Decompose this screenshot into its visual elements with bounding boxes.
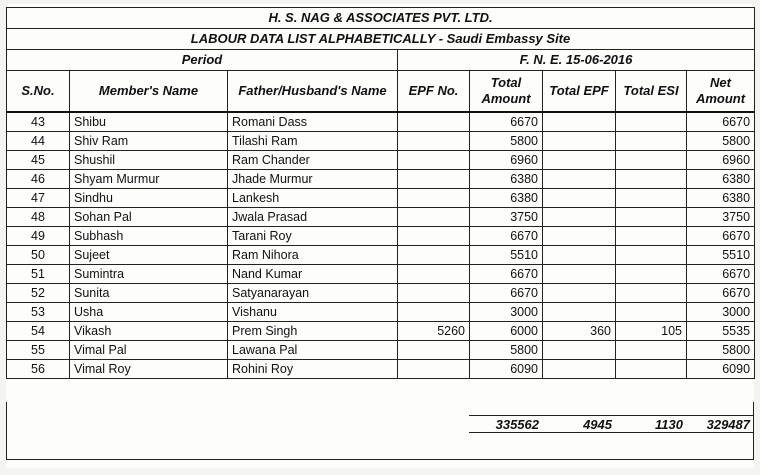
row-sno: 46 xyxy=(7,170,70,189)
total-epf-sum: 4945 xyxy=(543,415,616,433)
row-net-amount: 6670 xyxy=(687,284,755,303)
row-net-amount: 6670 xyxy=(687,227,755,246)
row-epf-no xyxy=(398,341,470,360)
row-member-name: Usha xyxy=(70,303,228,322)
row-father-name: Vishanu xyxy=(228,303,398,322)
row-net-amount: 6090 xyxy=(687,360,755,379)
row-epf-no xyxy=(398,112,470,132)
row-epf-no xyxy=(398,360,470,379)
row-member-name: Vimal Pal xyxy=(70,341,228,360)
col-father-name: Father/Husband's Name xyxy=(228,71,398,113)
row-total-amount: 3000 xyxy=(470,303,543,322)
row-total-esi xyxy=(616,208,687,227)
row-epf-no xyxy=(398,227,470,246)
col-sno: S.No. xyxy=(7,71,70,113)
net-amount-sum: 329487 xyxy=(687,415,754,433)
row-total-esi xyxy=(616,151,687,170)
row-epf-no xyxy=(398,170,470,189)
row-epf-no xyxy=(398,265,470,284)
row-total-epf xyxy=(543,170,616,189)
row-total-amount: 6000 xyxy=(470,322,543,341)
row-total-amount: 5510 xyxy=(470,246,543,265)
company-name: H. S. NAG & ASSOCIATES PVT. LTD. xyxy=(7,8,755,29)
row-total-amount: 6670 xyxy=(470,265,543,284)
row-net-amount: 6670 xyxy=(687,265,755,284)
table-row xyxy=(7,151,755,170)
row-member-name: Shyam Murmur xyxy=(70,170,228,189)
row-net-amount: 5535 xyxy=(687,322,755,341)
row-total-esi xyxy=(616,341,687,360)
row-sno: 47 xyxy=(7,189,70,208)
row-total-epf xyxy=(543,189,616,208)
row-net-amount: 5800 xyxy=(687,341,755,360)
row-father-name: Ram Nihora xyxy=(228,246,398,265)
row-total-amount: 6670 xyxy=(470,284,543,303)
table-row xyxy=(7,246,755,265)
col-total-amount: Total Amount xyxy=(470,71,543,113)
row-sno: 52 xyxy=(7,284,70,303)
table-row xyxy=(7,112,755,132)
row-member-name: Sumintra xyxy=(70,265,228,284)
row-sno: 49 xyxy=(7,227,70,246)
row-total-epf xyxy=(543,284,616,303)
row-total-epf xyxy=(543,151,616,170)
row-epf-no: 5260 xyxy=(398,322,470,341)
row-total-amount: 5800 xyxy=(470,341,543,360)
row-sno: 44 xyxy=(7,132,70,151)
row-total-epf xyxy=(543,208,616,227)
row-sno: 56 xyxy=(7,360,70,379)
row-epf-no xyxy=(398,246,470,265)
row-father-name: Jhade Murmur xyxy=(228,170,398,189)
row-total-amount: 6380 xyxy=(470,189,543,208)
row-total-amount: 6090 xyxy=(470,360,543,379)
row-father-name: Ram Chander xyxy=(228,151,398,170)
table-row xyxy=(7,170,755,189)
row-total-epf xyxy=(543,303,616,322)
row-total-esi xyxy=(616,265,687,284)
row-total-amount: 6670 xyxy=(470,112,543,132)
row-total-epf xyxy=(543,112,616,132)
row-total-amount: 3750 xyxy=(470,208,543,227)
total-amount-sum: 335562 xyxy=(469,415,543,433)
row-total-esi xyxy=(616,132,687,151)
row-total-epf xyxy=(543,341,616,360)
row-father-name: Prem Singh xyxy=(228,322,398,341)
row-member-name: Vimal Roy xyxy=(70,360,228,379)
row-total-amount: 5800 xyxy=(470,132,543,151)
column-header-row xyxy=(7,71,755,113)
row-member-name: Shushil xyxy=(70,151,228,170)
row-father-name: Tarani Roy xyxy=(228,227,398,246)
row-member-name: Sujeet xyxy=(70,246,228,265)
row-member-name: Sohan Pal xyxy=(70,208,228,227)
row-father-name: Rohini Roy xyxy=(228,360,398,379)
row-father-name: Tilashi Ram xyxy=(228,132,398,151)
row-father-name: Jwala Prasad xyxy=(228,208,398,227)
col-total-epf: Total EPF xyxy=(543,71,616,113)
row-epf-no xyxy=(398,303,470,322)
row-epf-no xyxy=(398,151,470,170)
period-label: Period xyxy=(7,50,398,71)
row-father-name: Lankesh xyxy=(228,189,398,208)
table-row xyxy=(7,341,755,360)
row-sno: 43 xyxy=(7,112,70,132)
row-net-amount: 6380 xyxy=(687,170,755,189)
col-member-name: Member's Name xyxy=(70,71,228,113)
row-total-epf xyxy=(543,360,616,379)
col-epf-no: EPF No. xyxy=(398,71,470,113)
col-total-esi: Total ESI xyxy=(616,71,687,113)
row-sno: 50 xyxy=(7,246,70,265)
row-epf-no xyxy=(398,189,470,208)
table-row xyxy=(7,322,755,341)
row-father-name: Romani Dass xyxy=(228,112,398,132)
table-row xyxy=(7,284,755,303)
row-member-name: Sindhu xyxy=(70,189,228,208)
row-member-name: Sunita xyxy=(70,284,228,303)
row-epf-no xyxy=(398,284,470,303)
table-row xyxy=(7,189,755,208)
row-member-name: Shibu xyxy=(70,112,228,132)
row-member-name: Vikash xyxy=(70,322,228,341)
row-total-epf: 360 xyxy=(543,322,616,341)
row-total-esi xyxy=(616,112,687,132)
table-row xyxy=(7,265,755,284)
labour-data-table xyxy=(6,7,755,379)
row-sno: 55 xyxy=(7,341,70,360)
row-total-esi xyxy=(616,246,687,265)
row-sno: 51 xyxy=(7,265,70,284)
row-total-esi xyxy=(616,303,687,322)
table-row xyxy=(7,303,755,322)
table-row xyxy=(7,208,755,227)
row-member-name: Subhash xyxy=(70,227,228,246)
row-total-esi xyxy=(616,360,687,379)
row-member-name: Shiv Ram xyxy=(70,132,228,151)
row-father-name: Satyanarayan xyxy=(228,284,398,303)
row-father-name: Nand Kumar xyxy=(228,265,398,284)
row-sno: 53 xyxy=(7,303,70,322)
row-net-amount: 5510 xyxy=(687,246,755,265)
report-subtitle: LABOUR DATA LIST ALPHABETICALLY - Saudi Embassy Site xyxy=(7,29,755,50)
row-net-amount: 3750 xyxy=(687,208,755,227)
table-row xyxy=(7,360,755,379)
row-epf-no xyxy=(398,208,470,227)
row-net-amount: 3000 xyxy=(687,303,755,322)
row-total-amount: 6960 xyxy=(470,151,543,170)
row-total-esi xyxy=(616,170,687,189)
row-total-esi: 105 xyxy=(616,322,687,341)
row-total-epf xyxy=(543,227,616,246)
row-net-amount: 6960 xyxy=(687,151,755,170)
total-esi-sum: 1130 xyxy=(616,415,687,433)
table-row xyxy=(7,227,755,246)
row-net-amount: 5800 xyxy=(687,132,755,151)
row-total-esi xyxy=(616,227,687,246)
row-total-epf xyxy=(543,265,616,284)
table-row xyxy=(7,132,755,151)
row-sno: 48 xyxy=(7,208,70,227)
row-total-epf xyxy=(543,246,616,265)
row-sno: 54 xyxy=(7,322,70,341)
row-total-esi xyxy=(616,284,687,303)
row-epf-no xyxy=(398,132,470,151)
period-value: F. N. E. 15-06-2016 xyxy=(398,50,755,71)
row-total-esi xyxy=(616,189,687,208)
col-net-amount: Net Amount xyxy=(687,71,755,113)
row-sno: 45 xyxy=(7,151,70,170)
row-net-amount: 6380 xyxy=(687,189,755,208)
row-father-name: Lawana Pal xyxy=(228,341,398,360)
row-total-amount: 6380 xyxy=(470,170,543,189)
row-total-epf xyxy=(543,132,616,151)
row-net-amount: 6670 xyxy=(687,112,755,132)
row-total-amount: 6670 xyxy=(470,227,543,246)
